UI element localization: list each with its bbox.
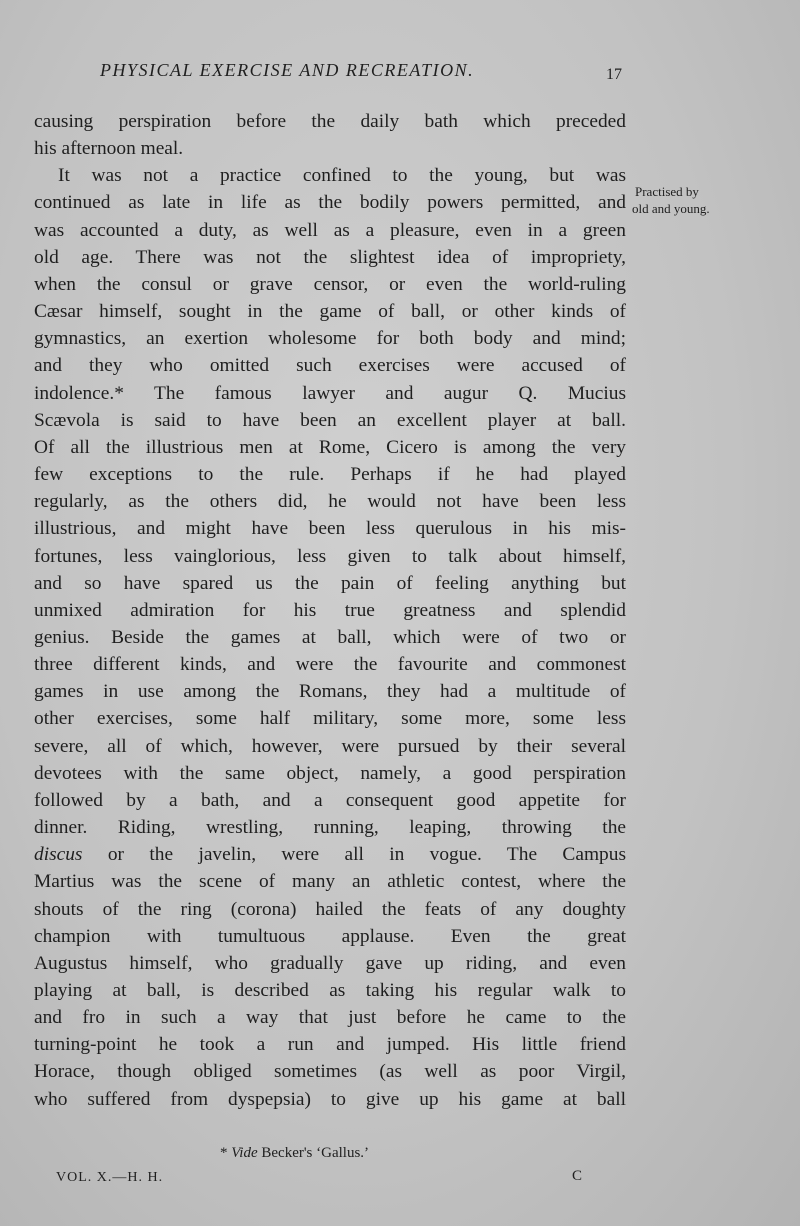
text-line: old age. There was not the slightest idea of impropriety, xyxy=(34,246,626,268)
text-line: causing perspiration before the daily bath which preceded xyxy=(34,111,626,132)
text-line: genius. Beside the games at ball, which were of two or xyxy=(34,626,626,648)
text-line: few exceptions to the rule. Perhaps if he had played xyxy=(34,464,626,486)
text-line: Horace, though obliged sometimes (as well as poor Virgil, xyxy=(34,1061,626,1083)
margin-note-line-2: old and young. xyxy=(632,201,710,216)
text-line: unmixed admiration for his true greatness and splendid xyxy=(34,599,626,621)
text-line: Scævola is said to have been an excellent player at ball. xyxy=(34,409,626,431)
text-line: indolence.* The famous lawyer and augur Q. Mucius xyxy=(34,382,626,404)
text-line: severe, all of which, however, were pursued by their several xyxy=(34,735,626,757)
margin-note-line-1: Practised by xyxy=(635,184,699,199)
text-line: regularly, as the others did, he would not have been less xyxy=(34,491,626,513)
text-line: Augustus himself, who gradually gave up riding, and even xyxy=(34,952,626,974)
signature-mark: C xyxy=(572,1168,583,1184)
text-line: fortunes, less vainglorious, less given to talk about himself, xyxy=(34,545,626,567)
footnote xyxy=(220,1145,369,1162)
text-line: and so have spared us the pain of feeling anything but xyxy=(34,572,626,594)
text-line: and they who omitted such exercises were accused of xyxy=(34,355,626,377)
text-line: continued as late in life as the bodily powers permitted, and xyxy=(34,192,626,214)
volume-footer: VOL. X.—H. H. xyxy=(56,1170,164,1185)
text-line: three different kinds, and were the favourite and commonest xyxy=(34,654,626,676)
text-line: It was not a practice confined to the young, but was xyxy=(58,165,626,187)
text-line: illustrious, and might have been less querulous in his mis- xyxy=(34,518,626,540)
page-number: 17 xyxy=(606,66,622,83)
text-line: when the consul or grave censor, or even the world-ruling xyxy=(34,273,626,295)
text-line: who suffered from dyspepsia) to give up his game at ball xyxy=(34,1088,626,1110)
text-line: his afternoon meal. xyxy=(34,138,184,160)
text-line: was accounted a duty, as well as a pleasure, even in a green xyxy=(34,219,626,241)
text-line: Martius was the scene of many an athletic contest, where the xyxy=(34,871,626,893)
footnote-vide: Vide xyxy=(231,1145,258,1161)
footnote-text: Becker's ‘Gallus.’ xyxy=(261,1145,370,1161)
text-line: and fro in such a way that just before he came to the xyxy=(34,1007,626,1029)
text-line-with-italic xyxy=(34,841,626,868)
text-line: shouts of the ring (corona) hailed the feats of any doughty xyxy=(34,898,626,920)
text-line-rest: or the javelin, were all in vogue. The Campus xyxy=(107,844,626,866)
italic-word-discus: discus xyxy=(34,844,83,866)
text-line: games in use among the Romans, they had a multitude of xyxy=(34,681,626,703)
text-line: other exercises, some half military, some more, some less xyxy=(34,708,626,730)
text-line: dinner. Riding, wrestling, running, leaping, throwing the xyxy=(34,817,626,839)
running-head-title: PHYSICAL EXERCISE AND RECREATION. xyxy=(100,60,475,80)
footnote-mark: * xyxy=(220,1145,228,1161)
text-line: champion with tumultuous applause. Even the great xyxy=(34,925,626,947)
text-line: Cæsar himself, sought in the game of ball, or other kinds of xyxy=(34,301,626,323)
text-line: playing at ball, is described as taking his regular walk to xyxy=(34,980,626,1001)
text-line: turning-point he took a run and jumped. His little friend xyxy=(34,1034,626,1056)
text-line: devotees with the same object, namely, a good perspiration xyxy=(34,762,626,784)
text-line: followed by a bath, and a consequent good appetite for xyxy=(34,789,626,811)
text-line: gymnastics, an exertion wholesome for both body and mind; xyxy=(34,328,626,350)
body-text xyxy=(34,108,626,1113)
text-line: Of all the illustrious men at Rome, Cicero is among the very xyxy=(34,436,626,458)
margin-note xyxy=(632,183,800,217)
